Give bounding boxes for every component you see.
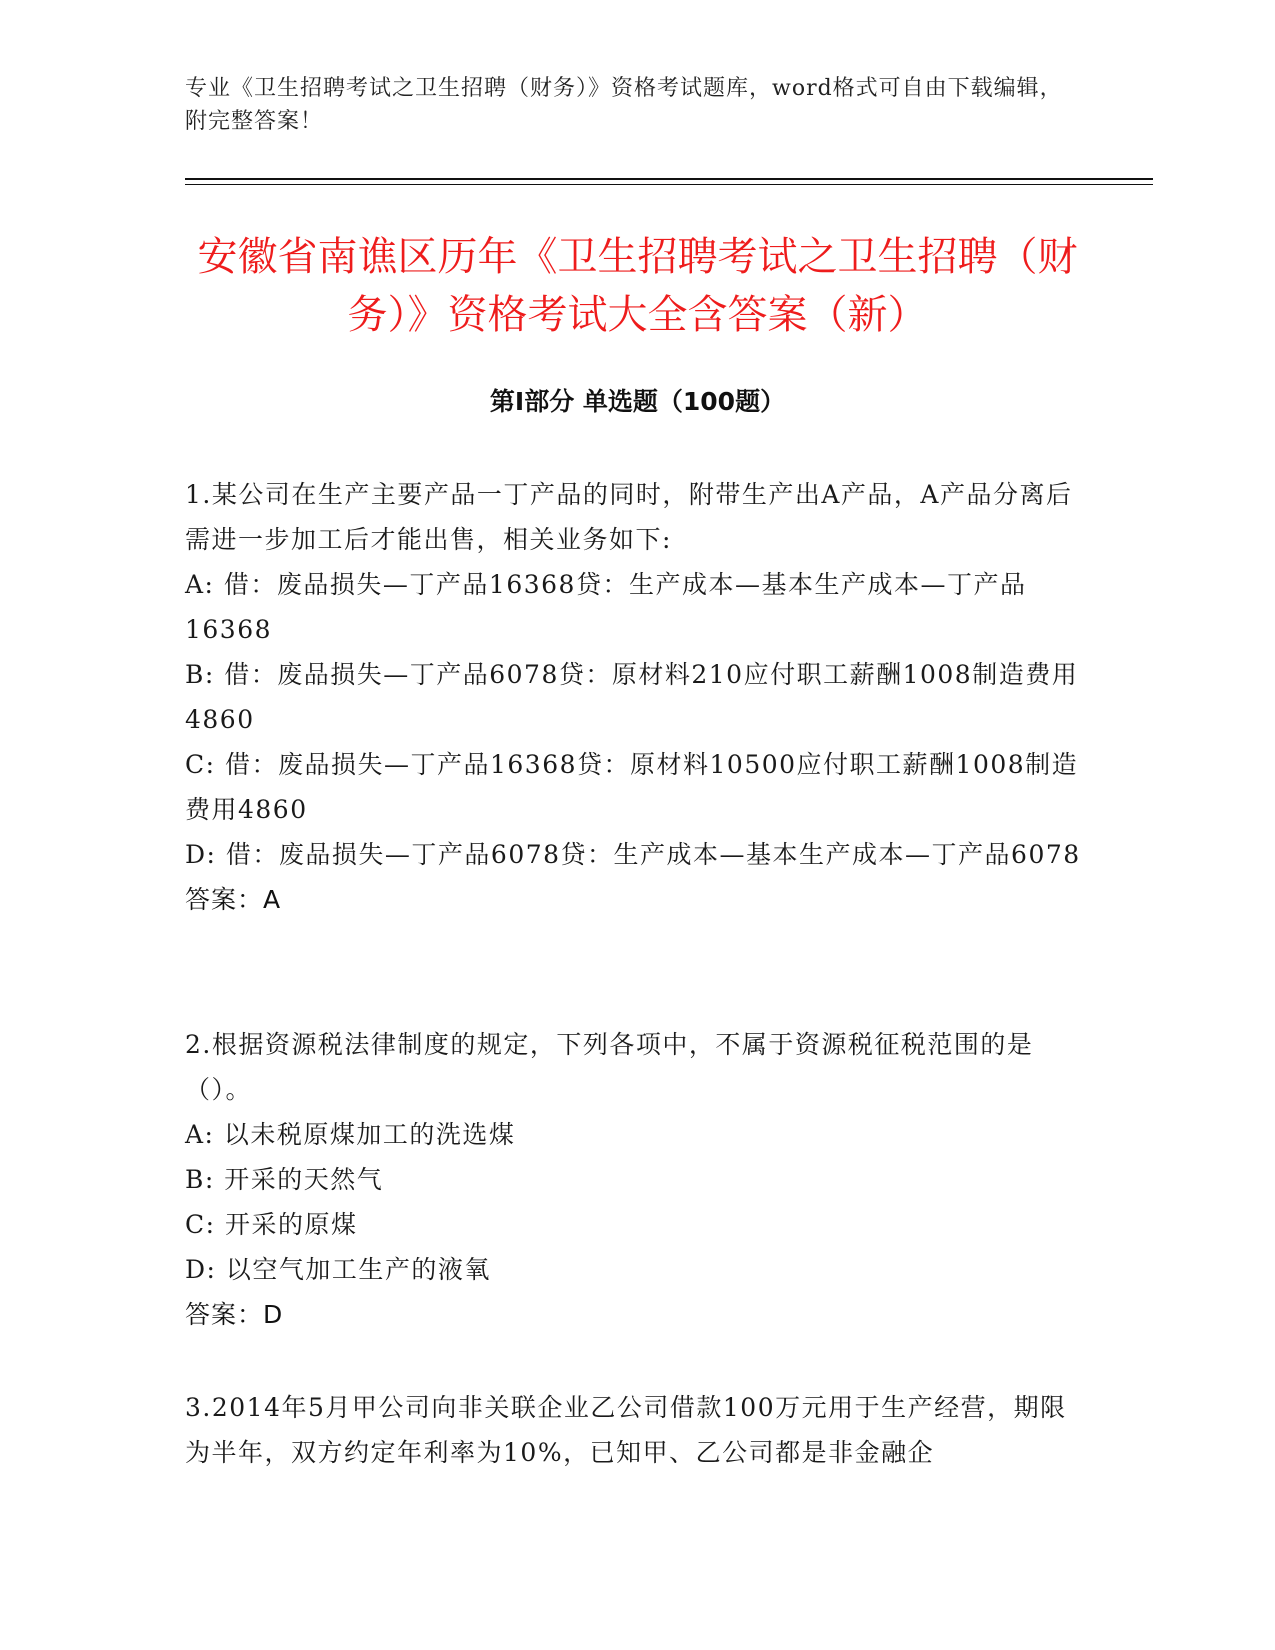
section-title: 第Ⅰ部分 单选题（100题） [489, 387, 786, 416]
option-d: D: 借：废品损失—丁产品6078贷：生产成本—基本生产成本—丁产品6078 [185, 840, 1081, 869]
header-divider [185, 178, 1153, 180]
option-c: C: 开采的原煤 [185, 1210, 358, 1239]
question-stem: 2.根据资源税法律制度的规定，下列各项中，不属于资源税征税范围的是（）。 [185, 1030, 1034, 1104]
option-d: D: 以空气加工生产的液氧 [185, 1255, 491, 1284]
header-note: 专业《卫生招聘考试之卫生招聘（财务）》资格考试题库，word格式可自由下载编辑，附完整答案！ [185, 76, 1063, 134]
answer: 答案：D [185, 1300, 284, 1329]
question-stem: 3.2014年5月甲公司向非关联企业乙公司借款100万元用于生产经营，期限为半年，双方约定年利率为10%，已知甲、乙公司都是非金融企 [185, 1393, 1067, 1467]
option-c: C: 借：废品损失—丁产品16368贷：原材料10500应付职工薪酬1008制造费用4860 [185, 750, 1079, 824]
answer: 答案：A [185, 885, 282, 914]
document-title: 安徽省南谯区历年《卫生招聘考试之卫生招聘（财务）》资格考试大全含答案（新） [197, 234, 1078, 338]
header-divider-thin [185, 184, 1153, 185]
question-3 [185, 1385, 1090, 1475]
option-a: A: 借：废品损失—丁产品16368贷：生产成本—基本生产成本—丁产品16368 [185, 570, 1027, 644]
question-stem: 1.某公司在生产主要产品一丁产品的同时，附带生产出A产品，A产品分离后需进一步加工后才能出售，相关业务如下: [185, 480, 1073, 554]
option-b: B: 借：废品损失—丁产品6078贷：原材料210应付职工薪酬1008制造费用4860 [185, 660, 1079, 734]
option-b: B: 开采的天然气 [185, 1165, 384, 1194]
question-2 [185, 1022, 1090, 1337]
question-1 [185, 472, 1090, 922]
option-a: A: 以未税原煤加工的洗选煤 [185, 1120, 516, 1149]
